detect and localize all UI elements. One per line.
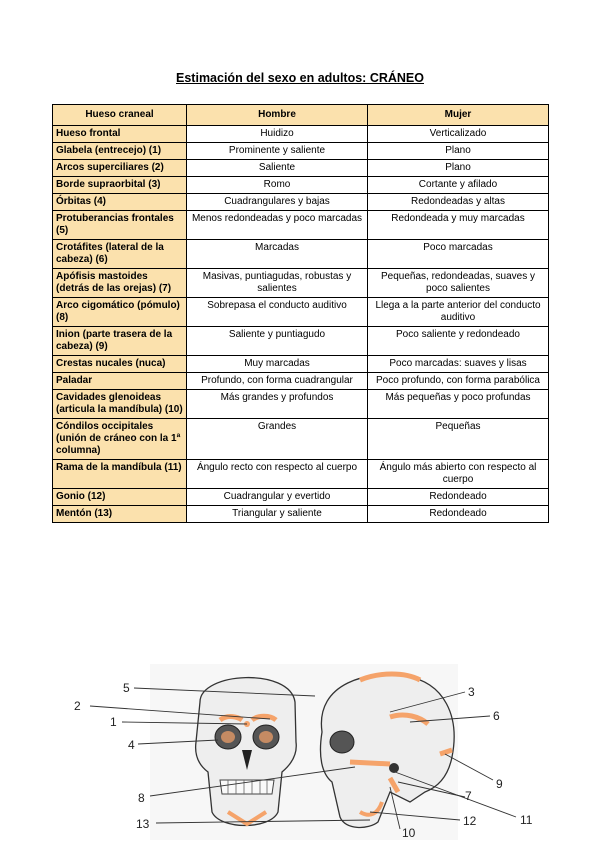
header-mujer: Mujer [368,105,549,126]
table-row [53,373,549,390]
cell-hueso: Paladar [53,373,187,390]
table-row [53,269,549,298]
cell-hueso: Órbitas (4) [53,194,187,211]
cell-mujer: Cortante y afilado [368,177,549,194]
cell-hombre: Ángulo recto con respecto al cuerpo [187,460,368,489]
table-row [53,327,549,356]
cell-hueso: Gonio (12) [53,489,187,506]
cell-hueso: Arco cigomático (pómulo) (8) [53,298,187,327]
cell-mujer: Poco marcadas [368,240,549,269]
cell-mujer: Redondeada y muy marcadas [368,211,549,240]
cell-hueso: Protuberancias frontales (5) [53,211,187,240]
cell-mujer: Redondeado [368,506,549,523]
cell-hombre: Profundo, con forma cuadrangular [187,373,368,390]
cell-mujer: Ángulo más abierto con respecto al cuerpo [368,460,549,489]
header-hombre: Hombre [187,105,368,126]
table-row [53,177,549,194]
cell-mujer: Plano [368,160,549,177]
cell-mujer: Más pequeñas y poco profundas [368,390,549,419]
cell-hombre: Cuadrangulares y bajas [187,194,368,211]
table-row [53,160,549,177]
cell-mujer: Pequeñas, redondeadas, suaves y poco salientes [368,269,549,298]
cell-mujer: Redondeado [368,489,549,506]
diagram-label-9: 9 [496,777,503,791]
diagram-label-13: 13 [136,817,150,831]
cell-hombre: Prominente y saliente [187,143,368,160]
lateral-orbit [330,731,354,753]
table-row [53,126,549,143]
diagram-label-7: 7 [465,789,472,803]
table-header-row [53,105,549,126]
header-hueso: Hueso craneal [53,105,187,126]
table-row [53,240,549,269]
cell-hombre: Menos redondeadas y poco marcadas [187,211,368,240]
table-row [53,211,549,240]
diagram-label-1: 1 [110,715,117,729]
table-row [53,390,549,419]
cell-hueso: Crotáfites (lateral de la cabeza) (6) [53,240,187,269]
cell-mujer: Verticalizado [368,126,549,143]
auditory-meatus [389,763,399,773]
cell-hombre: Cuadrangular y evertido [187,489,368,506]
table-row [53,143,549,160]
diagram-label-3: 3 [468,685,475,699]
diagram-label-6: 6 [493,709,500,723]
cell-mujer: Pequeñas [368,419,549,460]
sex-estimation-table [52,104,549,523]
cell-hombre: Grandes [187,419,368,460]
cell-hombre: Huidizo [187,126,368,143]
cell-hombre: Romo [187,177,368,194]
diagram-label-4: 4 [128,738,135,752]
cell-mujer: Poco marcadas: suaves y lisas [368,356,549,373]
cell-hueso: Rama de la mandíbula (11) [53,460,187,489]
cell-hombre: Masivas, puntiagudas, robustas y salientes [187,269,368,298]
cell-mujer: Plano [368,143,549,160]
page-title: Estimación del sexo en adultos: CRÁNEO [176,71,424,85]
table-row [53,419,549,460]
table-row [53,506,549,523]
cell-hombre: Muy marcadas [187,356,368,373]
cell-hueso: Glabela (entrecejo) (1) [53,143,187,160]
diagram-label-5: 5 [123,681,130,695]
table-row [53,356,549,373]
cell-hombre: Marcadas [187,240,368,269]
diagram-label-10: 10 [402,826,416,840]
cell-hombre: Triangular y saliente [187,506,368,523]
cell-hombre: Sobrepasa el conducto auditivo [187,298,368,327]
cell-hueso: Inion (parte trasera de la cabeza) (9) [53,327,187,356]
cell-hombre: Más grandes y profundos [187,390,368,419]
cell-hueso: Mentón (13) [53,506,187,523]
cell-hueso: Hueso frontal [53,126,187,143]
diagram-label-2: 2 [74,699,81,713]
skull-diagram [60,662,550,842]
cell-hueso: Arcos superciliares (2) [53,160,187,177]
cell-hombre: Saliente [187,160,368,177]
table-row [53,298,549,327]
zygomatic-arch-highlight [350,762,390,764]
diagram-label-12: 12 [463,814,477,828]
cell-hueso: Cóndilos occipitales (unión de cráneo con la 1ª columna) [53,419,187,460]
table-row [53,194,549,211]
cell-hueso: Crestas nucales (nuca) [53,356,187,373]
table-row [53,460,549,489]
cell-mujer: Llega a la parte anterior del conducto auditivo [368,298,549,327]
table-row [53,489,549,506]
cell-hombre: Saliente y puntiagudo [187,327,368,356]
cell-mujer: Redondeadas y altas [368,194,549,211]
cell-hueso: Cavidades glenoideas (articula la mandíbula) (10) [53,390,187,419]
cell-hueso: Borde supraorbital (3) [53,177,187,194]
cell-hueso: Apófisis mastoides (detrás de las orejas) (7) [53,269,187,298]
cell-mujer: Poco profundo, con forma parabólica [368,373,549,390]
diagram-label-11: 11 [520,813,533,827]
diagram-label-8: 8 [138,791,145,805]
cell-mujer: Poco saliente y redondeado [368,327,549,356]
